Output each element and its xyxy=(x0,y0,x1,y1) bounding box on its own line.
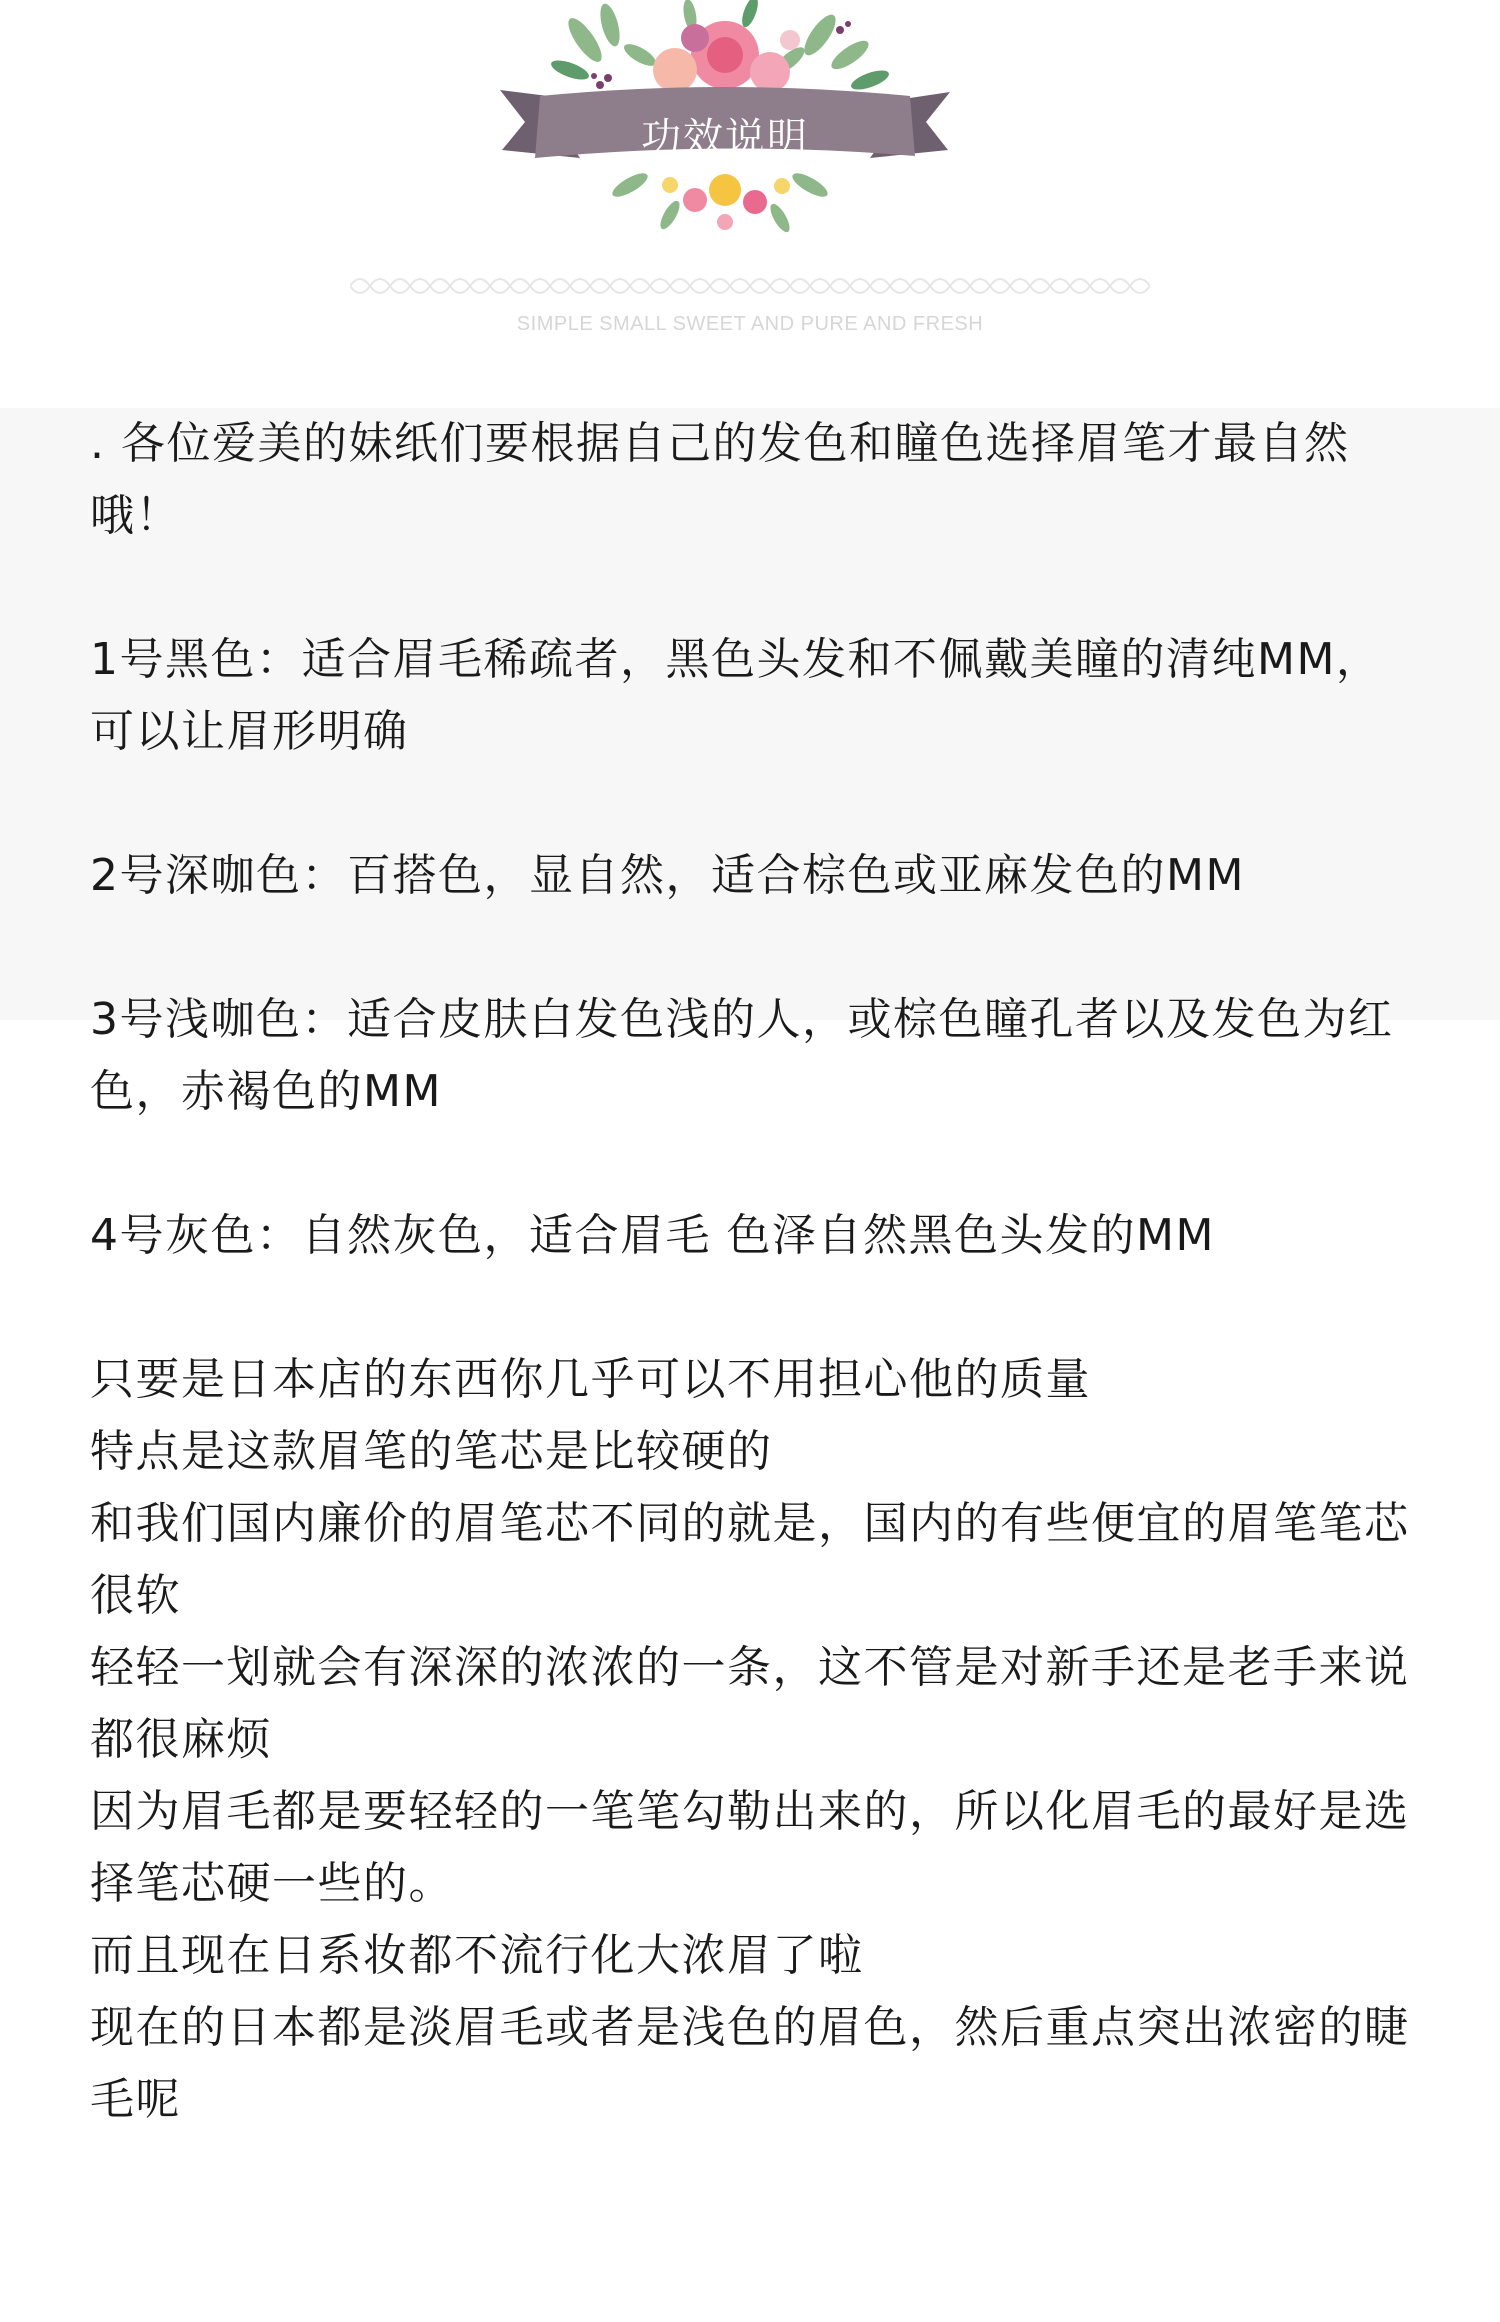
note-line: 特点是这款眉笔的笔芯是比较硬的 xyxy=(90,1426,773,1477)
note-line: 因为眉毛都是要轻轻的一笔笔勾勒出来的，所以化眉毛的最好是选择笔芯硬一些的。 xyxy=(90,1786,1410,1909)
note-line: 轻轻一划就会有深深的浓浓的一条，这不管是对新手还是老手来说都很麻烦 xyxy=(90,1642,1410,1765)
note-line: 现在的日本都是淡眉毛或者是浅色的眉色，然后重点突出浓密的睫毛呢 xyxy=(90,2002,1410,2125)
header-banner xyxy=(0,0,1500,408)
lace-divider xyxy=(350,268,1150,304)
shade-3-description: 3号浅咖色：适合皮肤白发色浅的人，或棕色瞳孔者以及发色为红色，赤褐色的MM xyxy=(90,994,1394,1117)
note-line: 只要是日本店的东西你几乎可以不用担心他的质量 xyxy=(90,1354,1091,1405)
shade-4-description: 4号灰色：自然灰色，适合眉毛 色泽自然黑色头发的MM xyxy=(90,1210,1215,1261)
shade-2-description: 2号深咖色：百搭色，显自然，适合棕色或亚麻发色的MM xyxy=(90,850,1245,901)
banner-tagline: SIMPLE SMALL SWEET AND PURE AND FRESH xyxy=(516,313,984,335)
note-line: 和我们国内廉价的眉笔芯不同的就是，国内的有些便宜的眉笔笔芯很软 xyxy=(90,1498,1410,1621)
banner-title: 功效说明 xyxy=(641,115,809,161)
description-body xyxy=(90,408,1410,2136)
shade-1-description: 1号黑色：适合眉毛稀疏者，黑色头发和不佩戴美瞳的清纯MM，可以让眉形明确 xyxy=(90,634,1382,757)
intro-paragraph: . 各位爱美的妹纸们要根据自己的发色和瞳色选择眉笔才最自然哦！ xyxy=(90,418,1350,541)
note-line: 而且现在日系妆都不流行化大浓眉了啦 xyxy=(90,1930,864,1981)
